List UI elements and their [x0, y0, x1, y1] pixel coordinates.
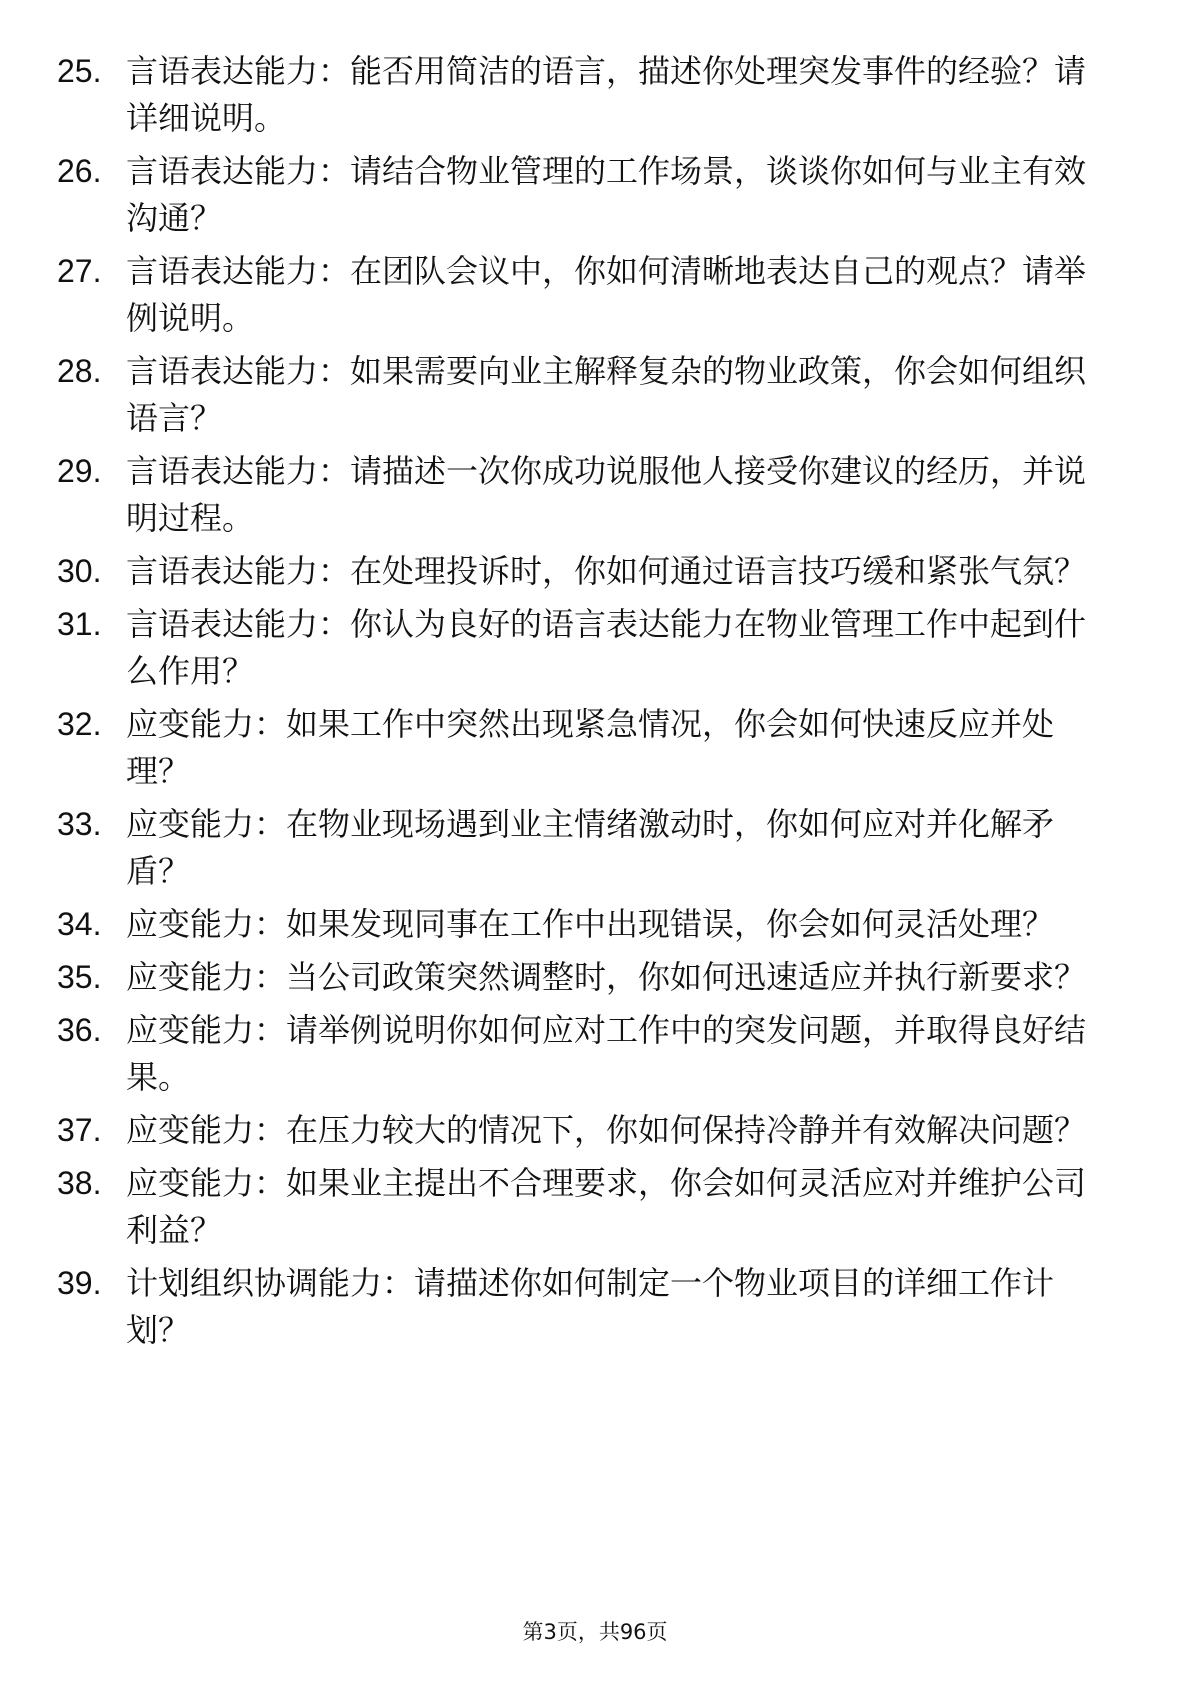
question-text: 应变能力：如果发现同事在工作中出现错误，你会如何灵活处理？: [126, 905, 1055, 943]
question-text: 应变能力：在压力较大的情况下，你如何保持冷静并有效解决问题？: [126, 1111, 1087, 1149]
question-text: 言语表达能力：能否用简洁的语言，描述你处理突发事件的经验？请详细说明。: [126, 52, 1087, 137]
question-text: 言语表达能力：请描述一次你成功说服他人接受你建议的经历，并说明过程。: [126, 452, 1087, 537]
question-text: 言语表达能力：你认为良好的语言表达能力在物业管理工作中起到什么作用？: [126, 605, 1087, 690]
question-item: [0, 901, 1190, 948]
question-text: 言语表达能力：如果需要向业主解释复杂的物业政策，你会如何组织语言？: [126, 352, 1087, 437]
question-number: 31.: [57, 606, 102, 642]
question-text: 言语表达能力：在处理投诉时，你如何通过语言技巧缓和紧张气氛？: [126, 552, 1087, 590]
question-list: [0, 48, 1190, 1360]
question-number: 37.: [57, 1112, 102, 1148]
question-text: 言语表达能力：请结合物业管理的工作场景，谈谈你如何与业主有效沟通？: [126, 152, 1087, 237]
question-item: [0, 1160, 1190, 1254]
question-text: 应变能力：如果工作中突然出现紧急情况，你会如何快速反应并处理？: [126, 705, 1055, 790]
question-text: 应变能力：在物业现场遇到业主情绪激动时，你如何应对并化解矛盾？: [126, 805, 1055, 890]
question-item: [0, 1260, 1190, 1354]
question-number: 28.: [57, 353, 102, 389]
question-item: [0, 1007, 1190, 1101]
question-item: [0, 448, 1190, 542]
question-number: 36.: [57, 1012, 102, 1048]
question-number: 25.: [57, 53, 102, 89]
question-number: 33.: [57, 806, 102, 842]
question-item: [0, 548, 1190, 595]
question-item: [0, 1107, 1190, 1154]
question-item: [0, 954, 1190, 1001]
question-item: [0, 701, 1190, 795]
question-text: 言语表达能力：在团队会议中，你如何清晰地表达自己的观点？请举例说明。: [126, 252, 1087, 337]
question-number: 35.: [57, 959, 102, 995]
question-number: 30.: [57, 553, 102, 589]
question-number: 26.: [57, 153, 102, 189]
question-item: [0, 801, 1190, 895]
question-text: 应变能力：请举例说明你如何应对工作中的突发问题，并取得良好结果。: [126, 1011, 1087, 1096]
question-text: 应变能力：当公司政策突然调整时，你如何迅速适应并执行新要求？: [126, 958, 1087, 996]
question-item: [0, 48, 1190, 142]
question-number: 32.: [57, 706, 102, 742]
question-text: 计划组织协调能力：请描述你如何制定一个物业项目的详细工作计划？: [126, 1264, 1055, 1349]
question-number: 38.: [57, 1165, 102, 1201]
question-number: 39.: [57, 1265, 102, 1301]
question-item: [0, 601, 1190, 695]
page-footer: 第3页，共96页: [522, 1620, 668, 1644]
question-item: [0, 148, 1190, 242]
question-number: 34.: [57, 906, 102, 942]
question-item: [0, 348, 1190, 442]
question-number: 27.: [57, 253, 102, 289]
question-item: [0, 248, 1190, 342]
question-text: 应变能力：如果业主提出不合理要求，你会如何灵活应对并维护公司利益？: [126, 1164, 1087, 1249]
question-number: 29.: [57, 453, 102, 489]
